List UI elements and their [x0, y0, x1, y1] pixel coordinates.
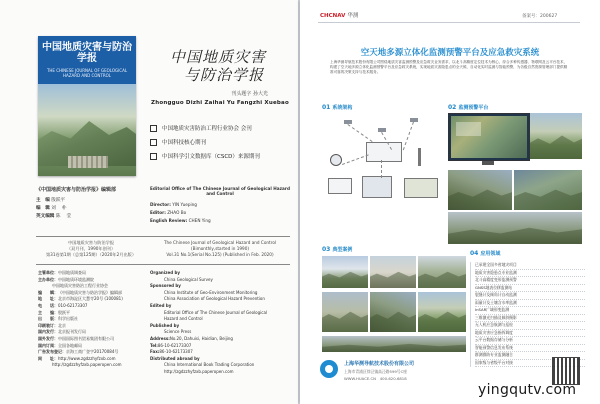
company-address: 上海市青浦区徐泾镇高泾路599号C座 [344, 369, 408, 374]
editorial-row: Director: YIN Yueping [150, 202, 197, 207]
info-row: Hazard and Control [164, 316, 203, 322]
info-row: Editorial Office of The Chinese Journal of Geological [164, 309, 268, 315]
info-row: 国外发行：中国国际图书贸易集团有限公司 [38, 335, 114, 341]
applications-list [470, 262, 585, 367]
journal-features [150, 124, 295, 166]
editorial-office-cn [36, 186, 146, 221]
case-photo [418, 292, 466, 332]
info-row: 中国地质灾害防治工程行业协会 [52, 283, 108, 289]
journal-pinyin: Zhongguo Dizhi Zaihai Yu Fangzhi Xuebao [151, 100, 289, 106]
info-row: Edited by [150, 302, 172, 308]
brand-logo: CHCNAV 华测 [320, 13, 359, 19]
editorial-row: 编 辑 刘 朴 [36, 206, 67, 211]
calligraphy-masthead [158, 48, 278, 97]
publication-info-en [150, 270, 290, 376]
ad-title: 空天地多源立体化监测预警平台及应急救灾系统 [360, 48, 540, 58]
feature-item: 中国科技核心期刊 [150, 138, 295, 146]
list-item: 智能预警信息发布系统 [475, 345, 585, 353]
antenna-tower-icon [418, 148, 421, 166]
list-item: 云平台数据存储与分析 [475, 337, 585, 345]
checkbox-icon [150, 125, 157, 132]
platform-monitor [448, 113, 530, 161]
list-item: 裂缝计及倾角计自动监测 [475, 292, 585, 300]
info-row: 电 话：010-62173307 [38, 302, 88, 308]
journal-issue-cn: 中国地质灾害与防治学报 （双月刊，1990年创刊） 第31卷第1期（总第125期）（2020年2月出版） [45, 240, 137, 257]
monitor-stand [482, 161, 494, 165]
editorial-row: 主 编 殷跃平 [36, 198, 66, 203]
list-item: 三维激光扫描及倾斜摄影 [475, 315, 585, 323]
ad-intro: 上海华测导航技术股份有限公司围绕地质灾害监测预警及应急救灾业务需求，以北斗高精度定位技术为核心，综合多种传感器、物联网及云平台技术，构建了空天地多源立体化监测预警平台及应急救灾系统，实现地质灾害隐患点的全天候、自动化实时监测与智能预警，为各级自然资源管理部门提供精准可靠的决策支持与技术服务。 [330, 60, 568, 75]
slope-model-icon [404, 178, 438, 198]
platform-photo [530, 113, 582, 159]
section-applications: 04 应用领域 [470, 250, 501, 257]
editorial-row: Editor: ZHAO Bo [150, 210, 187, 215]
editorial-row: English Review: CHEN Ying [150, 218, 211, 223]
sensor-station-icon [328, 178, 352, 194]
company-name: 上海华测导航技术股份有限公司 [344, 361, 415, 367]
info-row: 出 版：科学出版社 [38, 316, 78, 322]
list-item: 已承建全国多省地灾项目 [475, 262, 585, 270]
left-page [0, 0, 298, 404]
info-row: http://zgdzzhyfzxb.paperopen.com [164, 368, 234, 374]
feature-item: 中国科学引文数据库（CSCD）来源期刊 [150, 152, 295, 160]
info-row: Sponsored by [150, 283, 181, 289]
list-item: 国家级与省级平台对接 [475, 360, 585, 368]
section-system-architecture: 01 系统架构 [322, 104, 353, 111]
cover-title: 中国地质灾害与防治学报 [42, 42, 132, 64]
info-row: 广告发布登记：京海工商广登字20170084号 [38, 349, 119, 355]
info-row: 印刷装订：北京 [38, 322, 66, 328]
checkbox-icon [150, 153, 157, 160]
info-row: 主管单位：中国地质调查局 [38, 270, 86, 275]
list-item: GNSS地表位移监测站 [475, 285, 585, 293]
info-row: Fax:86-10-62173307 [150, 349, 193, 355]
feature-item: 中国地质灾害防治工程行业协会 会刊 [150, 124, 295, 132]
section-monitoring-platform: 02 监测预警平台 [448, 104, 489, 111]
list-item: 北斗高精度变形监测预警 [475, 277, 585, 285]
company-logo-icon [320, 360, 338, 378]
divider [36, 236, 290, 237]
receiver-dish-icon [330, 154, 342, 166]
cover-photo [38, 84, 136, 176]
monitoring-site-icon [362, 176, 392, 198]
publication-info-cn [38, 270, 146, 369]
qr-code-icon [552, 357, 580, 385]
divider [36, 264, 290, 265]
checkbox-icon [150, 139, 157, 146]
cover-subtitle: THE CHINESE JOURNAL OF GEOLOGICAL HAZARD AND CONTROL [46, 68, 128, 78]
editorial-head-cn: 《中国地质灾害与防治学报》编辑部 [36, 187, 117, 193]
case-photo [418, 256, 466, 288]
info-row: 国内发行：北京报刊发行局 [38, 329, 86, 335]
case-photo [322, 292, 368, 332]
list-item: 地质灾害应急指挥调度 [475, 330, 585, 338]
info-row: Published by [150, 322, 180, 328]
case-photo [370, 292, 416, 332]
calligraphy-inscription: 刊头题字 孙大光 [231, 91, 268, 97]
company-web: WWW.HUACE.CN 400-620-6818 [344, 376, 407, 381]
info-row: 地 址：北京市海淀区大慧寺20号 (100081) [38, 296, 123, 302]
list-item: 群测群防专业监测融合 [475, 352, 585, 360]
list-item: 雨量计及土壤含水率监测 [475, 300, 585, 308]
info-row: 网 址：http://www.zgdzzhyfzxb.com [38, 355, 116, 361]
cloud-server-icon [366, 142, 402, 162]
journal-issue-en: The Chinese Journal of Geological Hazard and Control (Bimonthly,started in 1990) Vol.31 No.1(Serial No.125) (Published in Feb. 2020) [163, 240, 277, 257]
section-typical-cases: 03 典型案例 [322, 246, 353, 253]
info-row: Tel:86-10-62173307 [150, 342, 192, 348]
info-row: Distributed abroad by [150, 355, 200, 361]
info-row: Organized by [150, 270, 180, 275]
calligraphy-line-1: 中国地质灾害 [169, 48, 266, 66]
editorial-row: 英文编辑 陈 莹 [36, 214, 72, 219]
list-item: InSAR广域形变监测 [475, 307, 585, 315]
editorial-head-en: Editorial Office of The Chinese Journal of Geological Hazard and Control [150, 186, 290, 196]
case-photo [322, 256, 368, 288]
info-row: http://zgdzzhyfzxb.paperopen.com [52, 362, 122, 368]
info-row: Science Press [164, 329, 192, 335]
ad-code: 备案号：200627 [522, 14, 558, 19]
platform-photo [448, 170, 512, 210]
journal-cover [38, 36, 136, 176]
architecture-diagram [322, 114, 446, 208]
info-row: Address:No.20, Dahuisi, Haidian, Beijing [150, 335, 233, 341]
info-row: China International Book Trading Corporation [164, 362, 255, 368]
watermark: yingqutv.com [478, 382, 577, 398]
case-photo [370, 256, 416, 288]
list-item: 地质灾害隐患点专业监测 [475, 270, 585, 278]
editorial-office-en [150, 186, 290, 225]
info-row: 主办单位：中国地质环境监测院 [38, 276, 94, 282]
info-row: China Geological Survey [164, 276, 213, 282]
list-item: 无人机应急航测与巡检 [475, 322, 585, 330]
header-rule [318, 22, 580, 23]
info-row: 主 编：殷跃平 [38, 309, 70, 315]
info-row: China Institute of Geo-Environment Monitoring [164, 289, 258, 295]
info-row: 国内订阅：全国各地邮局 [38, 342, 82, 348]
platform-photo [514, 170, 582, 210]
platform-photo [448, 212, 582, 244]
case-photo [322, 336, 466, 352]
calligraphy-line-2: 与防治学报 [183, 66, 264, 84]
info-row: 编 辑：《中国地质灾害与防治学报》编辑部 [38, 289, 122, 295]
info-row: China Association of Geological Hazard Prevention [164, 296, 265, 302]
